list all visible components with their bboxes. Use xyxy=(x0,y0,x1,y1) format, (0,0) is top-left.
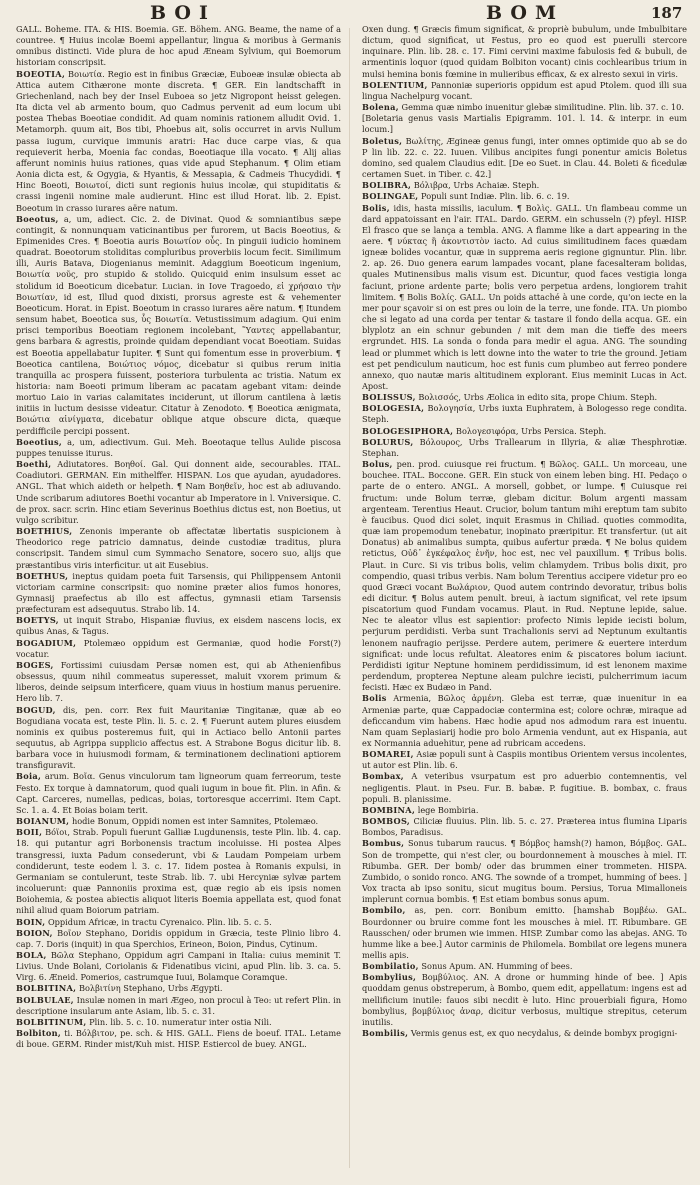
entry-headword: Boeotus, xyxy=(16,213,59,224)
page-number: 187 xyxy=(651,4,683,22)
entry-text: ineptus quidam poeta fuit Tarsensis, qui Philippensem Antonii victoriam carmine conscripsit: quo nomine præter alios fumos honores, Gymnasij praefectus ab illo est affectus, gymnasii etiam Tarsensis præfecturam est adsequutus. Strabo lib. 14. xyxy=(16,570,341,615)
entry-text: Βῶλα Stephano, Oppidum agri Campani in Italia: cuius meminit T. Livius. Unde Bolani, Coriolanis & Fidenatibus vicini, apud Plin. lib. 3. ca. 5. Virg. 6. Æneid. Pomerios, castrumque Iuui, Bolamque Coramque. xyxy=(16,949,341,983)
dictionary-entry xyxy=(16,917,341,928)
entry-text: Armenia, Βῶλος ἀρμένη. Gleba est terræ, quæ inuenitur in ea Armeniæ parte, quæ Cappadociæ contermina est; colore ochræ, miraque ad deficcandum vim habens. Hæc hodie apud nos admodum rara est inuentu. Nam quam Seplasiarij hodie pro bolo Armenia vendunt, aut ex Hispania, aut ex Normannia aduehitur, pene ad rubricam accedens. xyxy=(362,693,687,748)
entry-text: a, um, adiectivum. Gui. Meh. Boeotaque tellus Aulide piscosa puppes tenuisse iturus. xyxy=(16,436,341,458)
entry-headword: BOLURUS, xyxy=(362,436,414,447)
dictionary-entry xyxy=(362,102,687,113)
dictionary-entry xyxy=(362,403,687,425)
entry-text: Βωλίτης, Ægineæ genus fungi, inter omnes optimide quo ab se do P lin lib. 22. c. 22. Iuuen. Vilibus ancipites fungi ponentur amicis Boletus domino, sed qualem Claudius edit. [De eo Suet. in Clau. 44. Boleti & ficedulæ certamen Suet. in Tiber. c. 42.] xyxy=(362,135,687,180)
dictionary-entry xyxy=(16,615,341,637)
entry-headword: Bombilatio, xyxy=(362,961,419,972)
dictionary-entry xyxy=(16,705,341,772)
entry-text: Insulæ nomen in mari Ægeo, non procul à Teo: ut refert Plin. in descriptione insularum ante Asiam, lib. 5. c. 31. xyxy=(16,994,341,1016)
entry-text: Βόϊοι, Strab. Populi fuerunt Galliæ Lugdunensis, teste Plin. lib. 4. cap. 18. qui putantur agri Borbonensis tractum incoluisse. Hi postea Alpes transgressi, iuxta Padum consederunt, vbi & Laudam Pompeiam urbem condiderunt, teste eodem l. 3. c. 17. Iidem postea à Romanis expulsi, in Germaniam se contulerunt, teste Strab. lib. 7. ubi Hercyniæ sylvæ partem incoluerunt: quæ Pannoniis proxima est, quæ regio ab eis ipsis nomen Boiohemia, & postea abiectis aliquot literis Boemia appellata est, quod fonat nihil aliud quam Boiorum patriam. xyxy=(16,827,341,916)
dictionary-entry xyxy=(362,961,687,972)
dictionary-entry xyxy=(16,950,341,983)
entry-headword: BOION, xyxy=(16,927,53,938)
running-head-left: BOI xyxy=(150,2,216,24)
entry-headword: BOLBITINUM, xyxy=(16,1016,87,1027)
entry-headword: BOLBULAE, xyxy=(16,994,74,1005)
entry-headword: BOII, xyxy=(16,827,43,838)
entry-headword: BOMBINA, xyxy=(362,804,416,815)
dictionary-entry xyxy=(362,693,687,749)
dictionary-entry xyxy=(362,80,687,102)
entry-text: Βολβιτίνη Stephano, Urbs Ægypti. xyxy=(78,983,223,994)
entry-headword: BOLBITINA, xyxy=(16,983,77,994)
dictionary-entry xyxy=(362,136,687,181)
entry-headword: BOLOGESIPHORA, xyxy=(362,425,454,436)
dictionary-entry xyxy=(16,660,341,705)
entry-headword: Bolus, xyxy=(362,459,393,470)
left-column xyxy=(16,24,341,1174)
entry-headword: BOLISSUS, xyxy=(362,392,416,403)
entry-text: Βολισσός, Urbs Æolica in edito sita, prope Chium. Steph. xyxy=(418,392,658,403)
dictionary-entry xyxy=(362,805,687,816)
entry-text: A veteribus vsurpatum est pro aduerbio contemnentis, vel negligentis. Plaut. in Pseu. Fur. B. babæ. P. fugitiue. B. bombax, c. fraus populi. B. planissime. xyxy=(362,771,687,804)
entry-text: Oxen dung. ¶ Græcis fimum significat, & propriè bubulum, unde Imbulbitare dictum, quod significat, ut Festus, pro eo quod est puerulli stercore inquinare. Plin. lib. 28. c. 17. Fimi cervini maxime fabulosis fed & bubuli, de armentinis loquor (quod quidam Bolbiton vocant) cinis cochlearibus trium in mulsi hemina bonis fœmine in mulieribus efficax, & ex alresto sexui in viris. xyxy=(362,24,687,79)
entry-text: Βομβύλιος. AN. A drone or humming hinde of bee. ] Apis quoddam genus obstreperum, à Bombo, quem edit, appellatum: ingens est ad mellificium inutile: fauos sibi necdit è luto. Hinc prouerbiali figura, Homo bombylius, βομβύλιος ἀναρ, dicitur verbosus, multique strepitus, ceterum inutilis. xyxy=(362,972,687,1027)
dictionary-entry xyxy=(362,749,687,771)
entry-text: Βόλιβρα, Urbs Achaiæ. Steph. xyxy=(413,180,540,191)
dictionary-entry xyxy=(16,1017,341,1028)
dictionary-entry xyxy=(16,983,341,994)
entry-text: Βολογεσιφόρα, Urbs Persica. Steph. xyxy=(455,425,607,436)
dictionary-entry xyxy=(362,905,687,961)
entry-headword: BOLINGAE, xyxy=(362,191,419,202)
entry-headword: Bombylius, xyxy=(362,972,417,983)
entry-headword: Bolena, xyxy=(362,102,399,113)
entry-headword: BOGES, xyxy=(16,659,54,670)
entry-text: lege Bombiria. xyxy=(417,804,479,815)
entry-text: [Boletaria genus vasis Martialis Epigramm. 101. l. 14. & interpr. in eum locum.] xyxy=(362,113,687,135)
dictionary-entry xyxy=(16,816,341,827)
entry-text: Asiæ populi sunt à Caspiis montibus Orientem versus incolentes, ut autor est Plin. lib. 6. xyxy=(362,749,687,771)
dictionary-entry xyxy=(362,203,687,393)
entry-headword: BOIN, xyxy=(16,916,46,927)
entry-text: dis, pen. corr. Rex fuit Mauritaniæ Tingitanæ, quæ ab eo Bogudiana vocata est, teste Plin. li. 5. c. 2. ¶ Fuerunt autem plures eiusdem nominis ex quibus posteremus fuit, qui in Actiaco bello Antonii partes sequutus, ab Agrippa supplicio affectus est. A Strabone Bogus dicitur lib. 8. barbara voce in huiusmodi formam, & terminationem declinationi aptiorem transfiguravit. xyxy=(16,704,341,771)
entry-headword: Bombax, xyxy=(362,771,404,782)
entry-text: arum. Βοῖα. Genus vinculorum tam ligneorum quam ferreorum, teste Festo. Ex torque à damnatorum, quod quali iugum in boue fit. Plin. in Afin. & Capt. Carceres, numellas, pedicas, boias, tortoresque accerrimi. Item Capt. Sc. 1. a. 4. Et Boias boiam terit. xyxy=(16,771,341,815)
entry-text: idis, hasta missilis, iaculum. ¶ Βολὶς. GALL. Un flambeau comme un dard appatoissant en l'air. ITAL. Dardo. GERM. ein schusseln (?) pfeyl. HISP. El frasco que se lança a tembla. ANG. A flamme like a dart appearing in the aere. ¶ νύκτας ἢ ἀκοντιστὸν iacto. Ad cuius similitudinem faces quædam igneæ bolides vocantur, quæ in supprema aeris regione gignuntur. Plin. libr. 2. ap. 26. Duo genera earum lampades vocant, plane facesalteram bolidas, quales Mutinensibus malis visum est. Dicuntur, quod faces vestigia longa faciunt, prione ardente parte; bolis vero perpetua ardens, longiorem trahit limitem. ¶ Bolis Βολίς. GALL. Un poids attaché à une corde, qu'on iecte en la mer pour sçavoir si on est pres ou loin de la terre, une fonde. ITA. Un piombo che si legato ad una corda per tentar & tastare il fondo della acqua. GE. ein blyplotz an ein schnur gebunden / mit dem man die tieffe des meers ergrundet. HIS. La sonda o fonda para medir el agua. ANG. The sounding lead or plummet which is lett downe into the water to trie the ground. Jetiam est pet pendiculum nauticum, hoc est funis cum plumbeo aut ferreo pondere annexo, quo nautæ maris altitudinem explorant. Eius meminit Lucas in Act. Apost. xyxy=(362,202,687,391)
column-gutter xyxy=(349,28,350,1168)
entry-text: pen. prod. cuiusque rei fructum. ¶ Βῶλος. GALL. Un morceau, une bouchee. ITAL. Boccone. GER. Ein stuck von einem leben bing. HI. Pedaço o parte de o entero. ANGL. A morsell, gobbet, or lumpe. ¶ Cuiusque rei fructum: unde Bolum terræ, glebam dicitur. Bolum argenti massam argenteam. Terentius Heaut. Crucior, bolum tantum mihi ereptum tam subito è faucibus. Quod dici solet, inquit Erasmus in Chiliad. quoties commodita, quæ iam propemodum tenebatur, inopinato præripitur. Et transfertur. (ut ait Donatus) ab animalibus sumpta, quibus aufertur præda. ¶ Ne bolus quidem retictus, Οὐδ᾽ ἐγκέφαλος ἐνῆν, hoc est, nec vel pauxillum. ¶ Tribus bolis. Plaut. in Curc. Si vis tribus bolis, velim chlamydem. Tribus bolis dixit, pro compendio, quasi tribus verbis. Nam bolum Terentius accipere videtur pro eo quod Græci vocant Βωλάριον, Quod autem contrindo devoratur, tribus bolis edi dicitur. ¶ Bolus autem penult. breui, à iactum significat, vel rete ipsum piscatorium quod Fundam vocamus. Plaut. in Rud. Neptune lepide, salue. Nec te aleator vllus est sapientior: profecto Nimis lepide iecisti bolum, perjurum perdidisti. Verba sunt Trachalionis servi ad Neptunum exultantis lenonem naufragio perijsse. Perdere autem, perimere & euertere interdum significat: unde locus refultat. Aleatores enim & piscatores bolum iaciunt. Perdidisti igitur Neptune hominem perdidissimum, id est lenonem maxime perdendum, propterea Neptune aleam pulchre iecisti, pulcherrimum iacum fecisti. Hæc ex Budæo in Pand. xyxy=(362,459,687,693)
entry-headword: BOLENTIUM, xyxy=(362,79,428,90)
entry-text: a, um, adiect. Cic. 2. de Divinat. Quod & somniantibus sæpe contingit, & nonnunquam vaticinantibus per furorem, ut Bacis Boeotius, & Epimenides Cres. ¶ Boeotia auris Βοιωτίον οὖς. In pinguii iudicio hominem quadrat. Boeotorum stoliditas compluribus proverbiis locum fecit. Similimum illi, Auris Batava, Diogenianus meminit. Adaggium Boeoticum ingenium, Βοιωτία νοῦς, pro stupido & stolido. Quicquid enim insulsum esset ac stolidum id Boeoticum dicebatur. Lucian. in Iove Tragoedo, εἰ χρήσαιο τὴν Βοιωτίαν, id est, Illud quod dixisti, prorsus agreste est & vehementer Boeoticum. Horat. in Epist. Boeotum in crasso iurares aëre natum. ¶ Itundem sensum habet, Boeotica sus, ὗς Βοιωτία. Vetustissimum adagium. Qui enim prisci temporibus Boeotiam regionem incolebant, Ὕαντες appellabantur, gens barbara & agrestis, proinde quidam dependiant vocat Boeotiam. Suidas est Boeotia appellabatur Iupiter. ¶ Sunt qui fomentum esse in proverbium. ¶ Boeotica cantilena, Βοιώτιος νόμος, dicebatur si quibus rerum initia tranquilla ac prospera fuissent, posteriora turbulenta ac tristia. Natum ex historia: nam Boeoti primum liberam ac pacatam agebant vitam: deinde mortuo Laio in varias calamitates inciderunt, ut illorum cantilena à lætis initiis in luctum desisse videatur. Citatur à Zenodoto. ¶ Boeotica ænigmata, Βοιώτια αἰνίγματα, dicebatur oblique atque obscure dicta, quæque perdifficile percipi possent. xyxy=(16,213,341,436)
dictionary-entry xyxy=(362,24,687,80)
dictionary-entry xyxy=(362,1028,687,1039)
dictionary-entry xyxy=(16,526,341,571)
dictionary-entry xyxy=(362,426,687,437)
entry-headword: BOLIBRA, xyxy=(362,180,412,191)
entry-text: ti. Βόλβιτον, pe. sch. & HIS. GALL. Fiens de boeuf. ITAL. Letame di boue. GERM. Rinder mist/Kuh mist. HISP. Estiercol de buey. ANGL. xyxy=(16,1028,341,1050)
entry-text: Fortissimi cuiusdam Persæ nomen est, qui ab Athenienfibus obsessus, quum nihil commeatus superesset, maluit vxorem primum & liberos, deinde seipsum interficere, quam viuus in hostium manus peruenire. Hero lib. 7. xyxy=(16,659,341,704)
entry-text: Sonus Apum. AN. Humming of bees. xyxy=(421,961,573,972)
dictionary-entry xyxy=(362,771,687,804)
entry-headword: BOETHIUS, xyxy=(16,526,73,537)
dictionary-entry xyxy=(362,972,687,1028)
entry-text: GALL. Boheme. ITA. & HIS. Boemia. GE. Böhem. ANG. Beame, the name of a countree. ¶ Huius incolæ Boemi appellantur, lingua & moribus à Germanis omnibus distincti. Vide plura de hoc apud Æneam Sylvium, qui Boemorum historiam conscripsit. xyxy=(16,24,341,68)
dictionary-entry xyxy=(16,571,341,616)
entry-headword: Boeotius, xyxy=(16,436,63,447)
dictionary-entry xyxy=(362,838,687,905)
dictionary-entry xyxy=(16,995,341,1017)
entry-headword: Boethi, xyxy=(16,459,52,470)
entry-headword: BOLOGESIA, xyxy=(362,403,425,414)
dictionary-entry xyxy=(362,437,687,459)
dictionary-entry xyxy=(362,816,687,838)
entry-headword: Boia, xyxy=(16,771,42,782)
dictionary-entry xyxy=(16,771,341,816)
entry-headword: Bolis, xyxy=(362,202,390,213)
entry-headword: BOMBOS, xyxy=(362,816,411,827)
dictionary-entry xyxy=(16,459,341,526)
entry-text: as, pen. corr. Bonibum emitto. [hamshab Βομβέω. GAL. Bourdonner ou bruire comme font les mousches à miel. IT. Ribumbare. GE Rausschen/ oder brumen wie immen. HISP. Zumbar como las abejas. ANG. To humme like a bee.] Autor carminis de Philomela. Bombilat ore legens munera mellis apis. xyxy=(362,905,687,960)
entry-text: ut inquit Strabo, Hispaniæ fluvius, ex eisdem nascens locis, ex quibus Anas, & Tagus. xyxy=(16,615,341,637)
entry-text: Sonus tubarum raucus. ¶ Βόμβος hamsh(?) hamon, Βόμβος. GAL. Son de trompette, qui n'est cler, ou bourdonnement à mousches à miel. IT. Ribumba. GER. Der bomb/ oder das brummen einer trommeten. HISPA. Zumbido, o sonido ronco. ANG. The sownde of a trompet, humming of bees. ] Vox tracta ab ipso sonitu, sicut mugitus boum. Persius, Torua Mimalloneis implerunt cornua bombis. ¶ Est etiam bombus sonus apum. xyxy=(362,838,687,905)
entry-headword: Bolbiton, xyxy=(16,1028,62,1039)
dictionary-entry xyxy=(362,392,687,403)
entry-text: Βοῖον Stephano, Doridis oppidum in Græcia, teste Plinio libro 4. cap. 7. Doris (inquit) in qua Sperchios, Erineon, Boion, Pindus, Cytinum. xyxy=(16,927,341,949)
dictionary-entry xyxy=(362,113,687,135)
entry-headword: BOETYS, xyxy=(16,615,59,626)
entry-text: Populi sunt Indiæ. Plin. lib. 6. c. 19. xyxy=(421,191,570,202)
dictionary-entry xyxy=(16,1028,341,1050)
entry-text: Zenonis imperante ob affectatæ libertatis suspicionem à Theodorico rege patricio damnatus, deinde custodiæ traditus, plura conscripsit. Tandem simul cum Symmacho Senatore, socero suo, alijs que præstantibus viris interficitur. ut ait Eusebius. xyxy=(16,526,341,570)
dictionary-entry xyxy=(362,459,687,693)
dictionary-entry xyxy=(16,437,341,459)
dictionary-entry xyxy=(16,214,341,437)
entry-headword: Bolis xyxy=(362,693,387,704)
entry-headword: BOETHUS, xyxy=(16,570,69,581)
running-head-right: BOM xyxy=(486,2,564,24)
entry-text: Ptolemæo oppidum est Germaniæ, quod hodie Forst(?) vocatur. xyxy=(16,637,341,659)
dictionary-entry xyxy=(16,827,341,916)
dictionary-entry xyxy=(16,638,341,660)
entry-headword: BOEOTIA, xyxy=(16,68,66,79)
entry-text: hodie Bonum, Oppidi nomen est inter Samnites, Ptolemæo. xyxy=(71,816,319,827)
entry-text: Βοιωτία. Regio est in finibus Græciæ, Euboeæ insulæ obiecta ab Attica autem Cithærone monte discreta. ¶ GER. Ein landtschafft in Griechenland, nach bey der Insel Euboea so jetz Nigropont heisst gelegen. Ita dicta vel ab armento boum, quo Cadmus pervenit ad eum locum ubi postea Thebas Boeotiae condidit. Ad quam nominis rationem alludit Ovid. 1. Metamorph. quum ait, Bos tibi, Phoebus ait, solis occurret in arvis Nullum passa iugum, curvique immunis aratri: Hac duce carpe vias, & qua requieverit herba, Moenia fac condas, Boeotiaque illa vocato. ¶ Alij alias afferunt nominis huius rationes, quas vide apud Stephanum. ¶ Olim etiam Aonia dicta est, & Ogygia, & Hyantis, & Messapia, & Cadmeis Thucydidi. ¶ Hinc Boeoti, Βοιωτοί, dicti sunt regionis huius incolæ, qui stupiditatis & crassi ingenii nomine male audierunt. Hinc est illud Horat. lib. 2. Epist. Boeotum in crasso iurares aëre natum. xyxy=(16,68,341,213)
entry-text: Pannoniæ superioris oppidum est apud Ptolem. quod illi sua lingua Nachelpurg vocant. xyxy=(362,79,687,101)
entry-headword: Bombilo, xyxy=(362,905,406,916)
entry-text: Plin. lib. 5. c. 10. numeratur inter ostia Nili. xyxy=(89,1016,272,1027)
entry-headword: BOLA, xyxy=(16,949,47,960)
entry-headword: Bombus, xyxy=(362,838,405,849)
dictionary-entry xyxy=(16,928,341,950)
entry-headword: Bombilis, xyxy=(362,1028,409,1039)
entry-headword: BOGADIUM, xyxy=(16,637,77,648)
entry-text: Adiutatores. Βοηθοί. Gal. Qui donnent aide, secourables. ITAL. Coadiutori. GERMAN. Ein mithelffer. HISPAN. Los que ayudan, ayudadores. ANGL. That which aideth or helpeth. ¶ Nam Βοηθεῖν, hoc est ab adiuvando. Unde scribarum adiutores Boethi vocantur ab Imperatore in l. Vniversique. C. de prox. sacr. scrin. Hinc etiam Severinus Boethius dictus est, non Boetius, ut vulgo scribitur. xyxy=(16,459,341,525)
dictionary-entry xyxy=(16,69,341,214)
dictionary-entry xyxy=(362,180,687,191)
right-column xyxy=(362,24,687,1174)
entry-text: Ciliciæ fluuius. Plin. lib. 5. c. 27. Præterea intus flumina Liparis Bombos, Paradisus. xyxy=(362,816,687,838)
entry-text: Βολογησία, Urbs iuxta Euphratem, à Bologesso rege condita. Steph. xyxy=(362,403,687,425)
entry-headword: BOGUD, xyxy=(16,704,56,715)
entry-headword: BOMAREI, xyxy=(362,749,414,760)
dictionary-entry xyxy=(16,24,341,69)
entry-text: Vermis genus est, ex quo necydalus, & deinde bombyx progigni- xyxy=(410,1028,678,1039)
entry-text: Gemma quæ nimbo inuenitur glebæ similitudine. Plin. lib. 37. c. 10. xyxy=(401,102,684,113)
entry-headword: Boletus, xyxy=(362,135,403,146)
entry-headword: BOIANUM, xyxy=(16,816,70,827)
dictionary-entry xyxy=(362,191,687,202)
entry-text: Oppidum Africæ, in tractu Cyrenaico. Plin. lib. 5. c. 5. xyxy=(47,916,272,927)
entry-text: Βόλουρος, Urbs Trallearum in Illyria, & aliæ Thesphrotiæ. Stephan. xyxy=(362,436,687,458)
